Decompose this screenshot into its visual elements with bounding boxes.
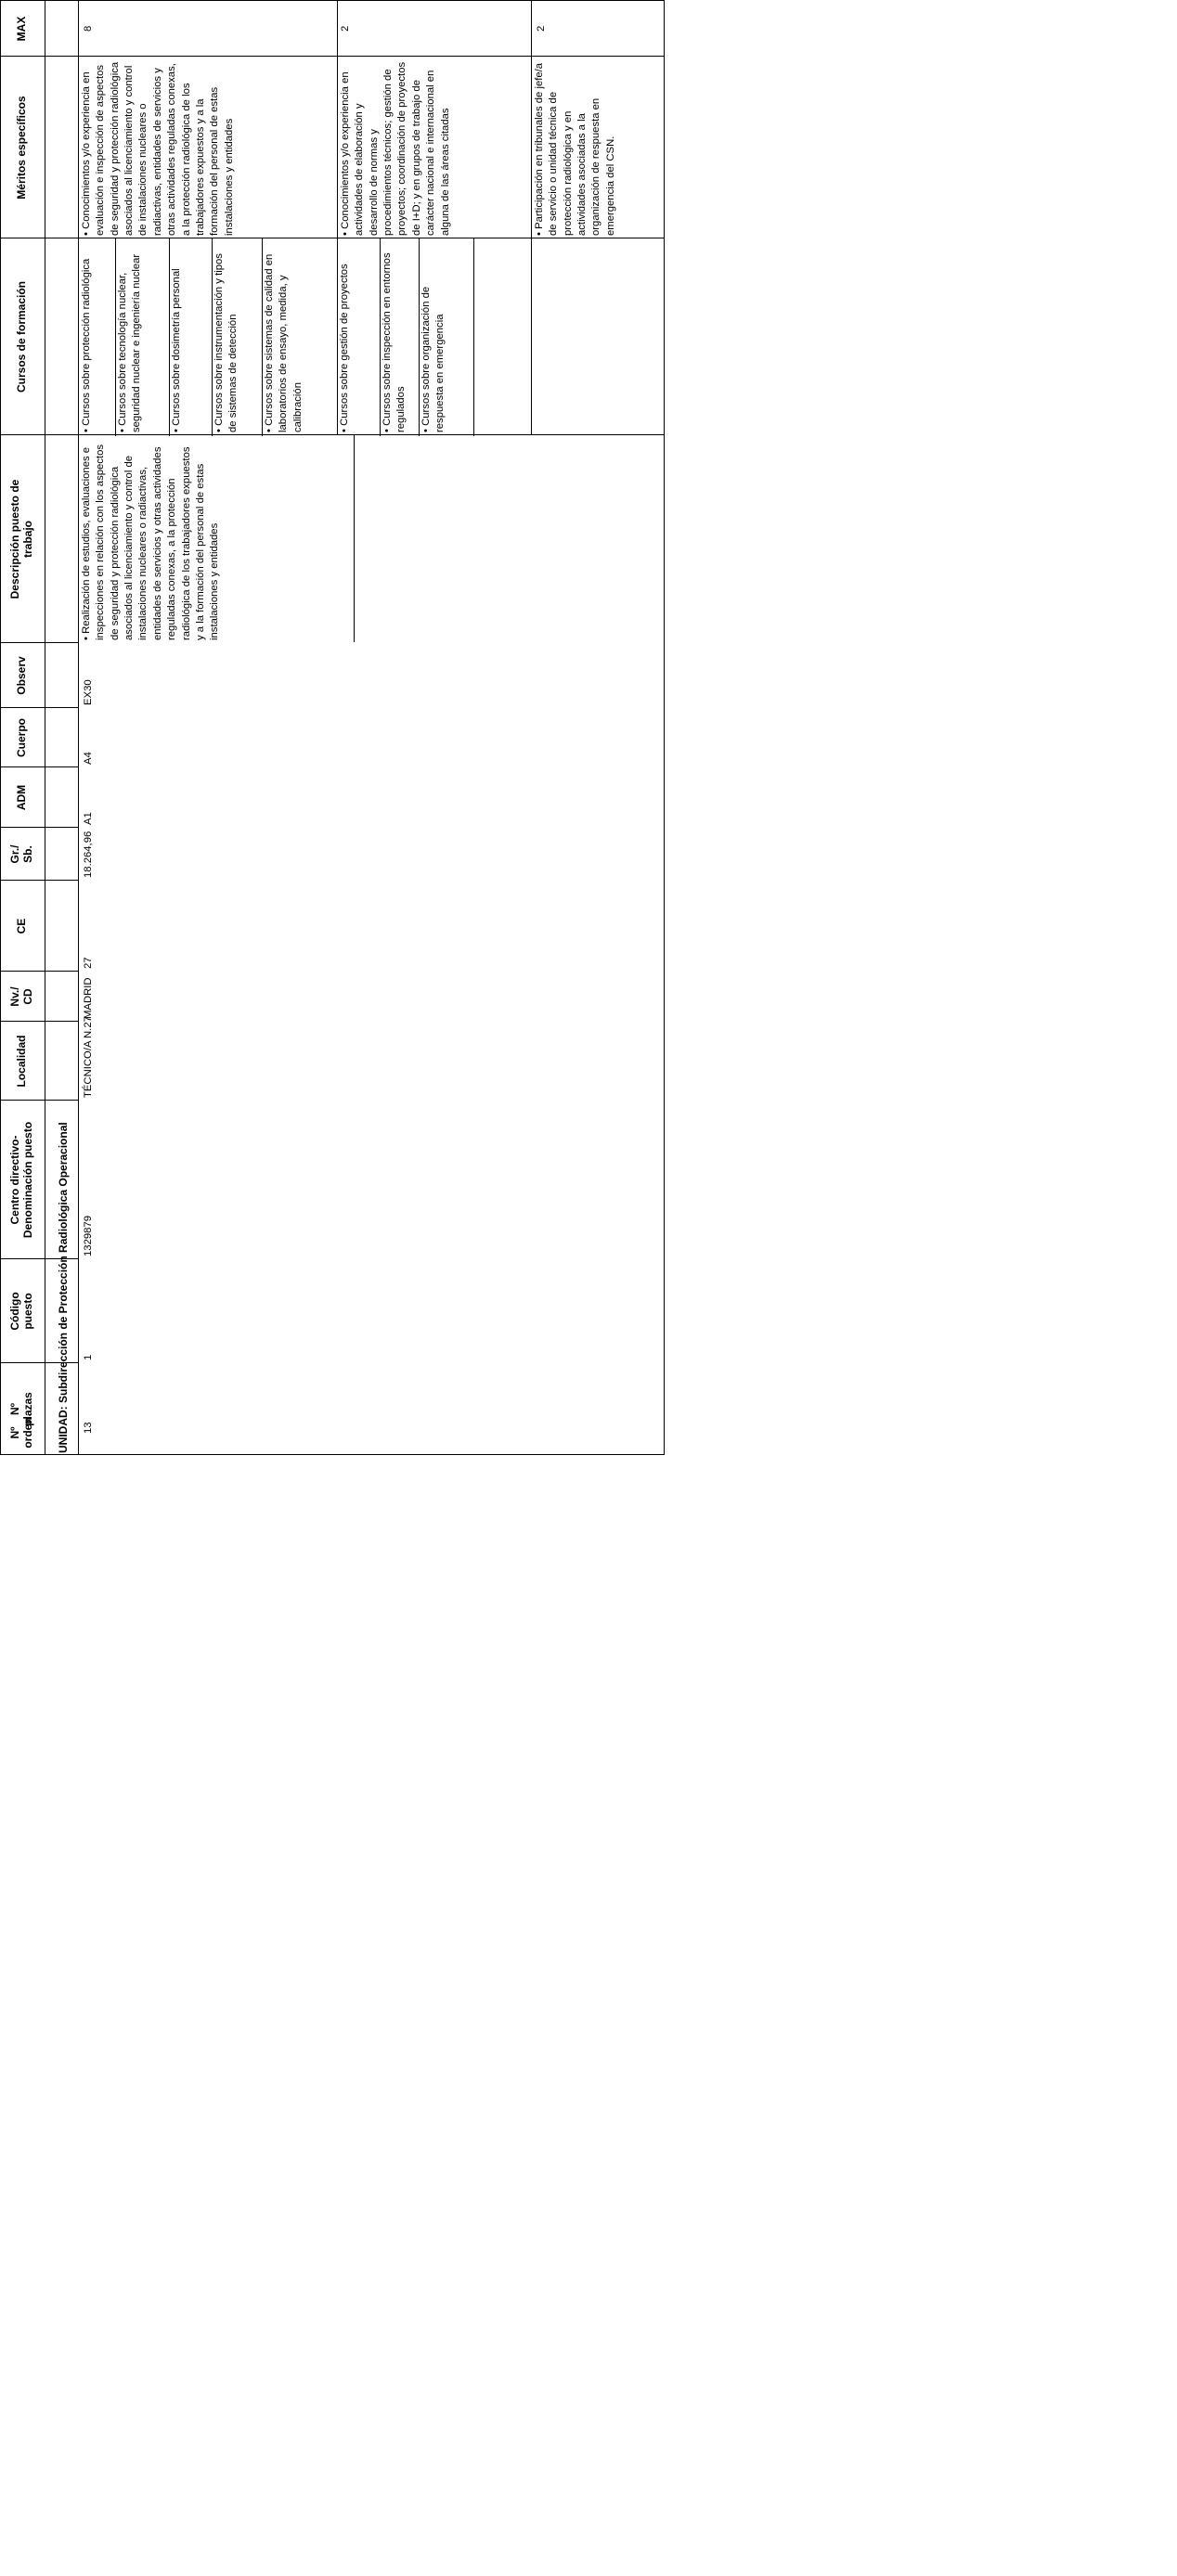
header-adm: ADM [15,784,29,811]
header-nv-cd: Nv./ CD [8,986,34,1007]
descripcion-value [80,442,353,640]
curso-item: • Cursos sobre dosimetría personal [170,243,211,432]
curso-item: • Cursos sobre instrumentación y tipos de sistemas de detección [213,243,261,432]
max-value: 2 [340,25,351,32]
table-border-bottom [0,1454,665,1455]
header-num-plazas: Nº plazas [8,1392,34,1426]
localidad-value: MADRID [83,977,94,1019]
adm-value: A4 [83,752,94,765]
max-value: 2 [536,25,547,32]
descripcion-text: • Realización de estudios, evaluaciones e inspecciones en relación con los aspectos de seguridad y protección radiológica asociados al licenciamiento y control de instalaciones nucleares o radiactivas, entidades de servicios y otras actividades reguladas conexas, a la protección radiológica de los trabajadores expuestos y a la formación del personal de estas instalaciones y entidades [80,442,223,640]
max-value: 8 [83,25,94,32]
num-orden-value: 13 [83,1422,94,1434]
unit-title: UNIDAD: Subdirección de Protección Radiológica Operacional [57,1122,70,1453]
cuerpo-value: EX30 [83,679,94,705]
header-observ: Observ [15,656,29,695]
num-plazas-value: 1 [83,1354,94,1360]
descripcion-divider [353,434,354,435]
curso-item: • Cursos sobre inspección en entornos regulados [381,243,418,432]
table-border-right [664,0,665,1455]
header-codigo-puesto: Código puesto [8,1292,34,1331]
cursos-divider [473,238,474,436]
ce-value: 18.264,96 [83,831,94,878]
header-cursos: Cursos de formación [15,280,29,393]
header-localidad: Localidad [15,1035,29,1088]
curso-item: • Cursos sobre gestión de proyectos [338,243,379,432]
header-ce: CE [15,918,29,934]
codigo-puesto-value: 1329879 [83,1216,94,1256]
header-gr-sb: Gr./ Sb. [8,844,34,864]
header-centro-directivo: Centro directivo- Denominación puesto [8,1121,34,1239]
merito-item: • Conocimientos y/o experiencia en evaluación e inspección de aspectos de seguridad y protección radiológica asociados al licenciamiento y control de instalaciones nucleares o radiactivas, entidades de servicios y otras actividades reguladas conexas, a la protección radiológica de los trabajadores expuestos y a la formación del personal de estas instalaciones y entidades [80,56,336,236]
header-descripcion: Descripción puesto de trabajo [8,479,34,599]
gr-sb-value: A1 [83,812,94,825]
row-divider [0,434,665,435]
table-border-top [0,0,665,1]
denominacion-value: TÉCNICO/A N.27 [83,1016,94,1098]
nivel-cd-value: 27 [83,957,94,969]
header-meritos: Méritos específicos [15,96,29,200]
header-num-orden: Nº orden [8,1417,34,1449]
curso-item: • Cursos sobre tecnología nuclear, seguridad nuclear e ingeniería nuclear [116,243,168,432]
rotated-table-page [0,0,665,1455]
column-divider [531,0,532,435]
merito-item: • Participación en tribunales de jefe/a de servicio o unidad técnica de protección radiológica y en actividades asociadas a la organización de respuesta en emergencia del CSN. [533,56,663,236]
curso-item: • Cursos sobre organización de respuesta en emergencia [420,243,472,432]
column-divider [78,0,79,1455]
header-cuerpo: Cuerpo [15,718,29,757]
merito-item: • Conocimientos y/o experiencia en actividades de elaboración y desarrollo de normas y procedimientos técnicos; gestión de proyectos; coordinación de proyectos de I+D; y en grupos de trabajo de carácter nacional e internacional en alguna de las áreas citadas [339,56,530,236]
header-max: MAX [15,16,29,42]
descripcion-divider [354,434,355,642]
curso-item: • Cursos sobre sistemas de calidad en laboratorios de ensayo, medida, y calibración [263,243,335,432]
curso-item: • Cursos sobre protección radiológica [80,243,115,432]
